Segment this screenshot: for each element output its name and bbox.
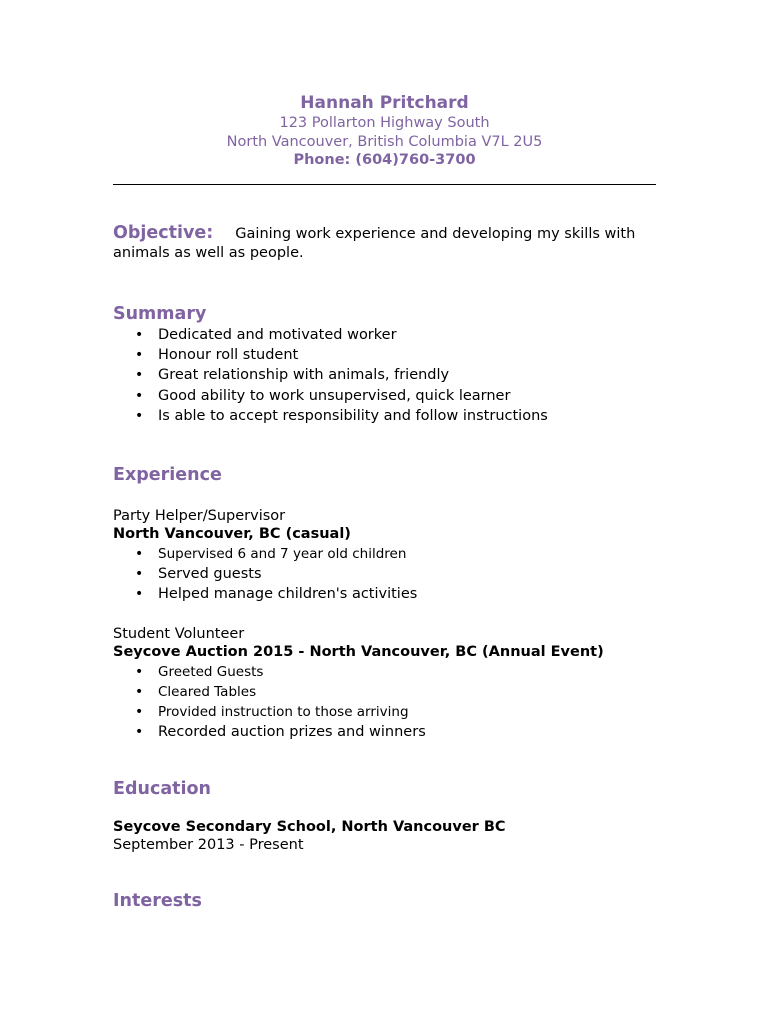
bullet-icon: • — [135, 407, 144, 424]
bullet-icon: • — [135, 586, 144, 602]
bullet-icon: • — [135, 546, 144, 562]
list-item: • Supervised 6 and 7 year old children — [135, 546, 407, 562]
bullet-icon: • — [135, 566, 144, 582]
bullet-icon: • — [135, 367, 144, 384]
list-item: • Greeted Guests — [135, 664, 264, 680]
list-item: • Provided instruction to those arriving — [135, 704, 409, 720]
job-duties-list — [113, 544, 656, 604]
job-title: Party Helper/Supervisor — [113, 508, 286, 524]
job-duties-list — [113, 662, 656, 742]
experience-heading: Experience — [113, 465, 222, 485]
summary-list — [113, 325, 656, 426]
summary-heading: Summary — [113, 304, 207, 324]
address-line-2: North Vancouver, British Columbia V7L 2U5 — [226, 133, 543, 150]
list-item: • Recorded auction prizes and winners — [135, 724, 426, 740]
school-dates: September 2013 - Present — [113, 837, 304, 853]
bullet-icon: • — [135, 387, 144, 404]
list-item: • Helped manage children's activities — [135, 586, 418, 602]
bullet-icon: • — [135, 664, 144, 680]
education-heading: Education — [113, 779, 211, 799]
header-divider — [113, 184, 656, 185]
bullet-icon: • — [135, 724, 144, 740]
job-place: North Vancouver, BC (casual) — [113, 526, 351, 542]
resume-header — [113, 92, 656, 170]
objective-text: Gaining work experience and developing my skills with animals as well as people. — [113, 226, 636, 261]
school-name: Seycove Secondary School, North Vancouver BC — [113, 819, 506, 835]
job-place: Seycove Auction 2015 - North Vancouver, BC (Annual Event) — [113, 644, 604, 660]
list-item: • Good ability to work unsupervised, quick learner — [113, 386, 656, 406]
list-item: • Dedicated and motivated worker — [113, 325, 656, 345]
list-item: • Honour roll student — [113, 345, 656, 365]
list-item: • Served guests — [135, 566, 262, 582]
bullet-icon: • — [135, 704, 144, 720]
address-line-1: 123 Pollarton Highway South — [279, 115, 490, 131]
candidate-name: Hannah Pritchard — [300, 93, 469, 113]
list-item: • Great relationship with animals, friendly — [113, 365, 656, 385]
objective-label: Objective: — [113, 223, 214, 243]
bullet-icon: • — [135, 347, 144, 364]
interests-heading: Interests — [113, 891, 202, 911]
phone-number: Phone: (604)760-3700 — [293, 152, 476, 168]
objective-section — [113, 224, 656, 263]
bullet-icon: • — [135, 684, 144, 700]
bullet-icon: • — [135, 327, 144, 343]
list-item: • Cleared Tables — [135, 684, 257, 700]
job-title: Student Volunteer — [113, 626, 245, 642]
list-item: • Is able to accept responsibility and follow instructions — [113, 406, 656, 426]
